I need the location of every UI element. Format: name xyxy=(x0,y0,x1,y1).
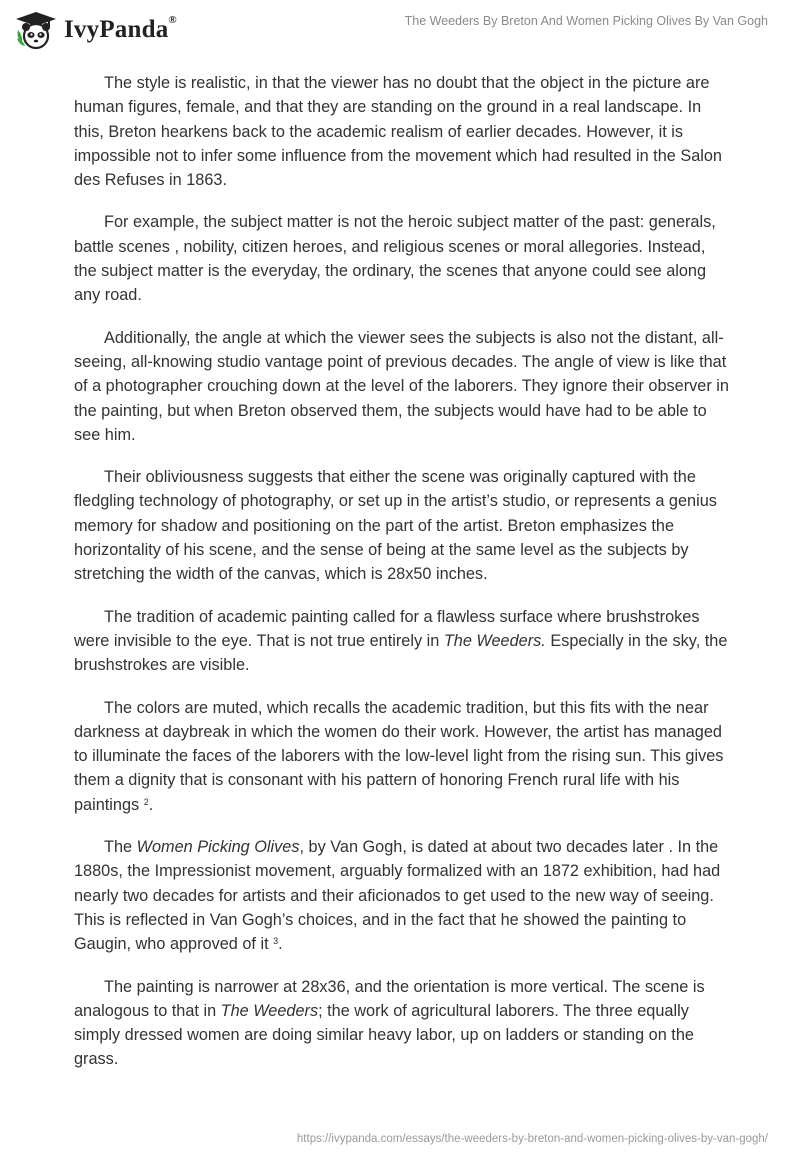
footnote-ref[interactable]: 2 xyxy=(143,796,149,807)
paragraph xyxy=(74,835,730,956)
paragraph xyxy=(74,975,730,1072)
italic-title: Women Picking Olives xyxy=(136,838,300,857)
paragraph xyxy=(74,605,730,678)
text-run: For example, the subject matter is not the heroic subject matter of the past: generals, battle scenes , nobility, citizen heroes, and religious scenes or moral allegories. Instead, the subject matter is the everyday, the ordinary, the scenes that anyone could see along any road. xyxy=(74,213,716,305)
text-run: The xyxy=(104,838,137,857)
text-run: The colors are muted, which recalls the academic tradition, but this fits with the near darkness at daybreak in which the women do their work. However, the artist has managed to illuminate the faces of the laborers with the low-level light from the rising sun. This gives them a dignity that is consonant with his pattern of honoring French rural life with his paintings xyxy=(74,698,724,814)
footnote-ref[interactable]: 3 xyxy=(273,936,279,947)
page-header xyxy=(0,0,800,60)
essay-body xyxy=(74,71,730,1090)
panda-graduate-icon xyxy=(14,10,58,50)
paragraph xyxy=(74,71,730,192)
italic-title: The Weeders xyxy=(220,1001,319,1020)
paragraph xyxy=(74,326,730,447)
document-title: The Weeders By Breton And Women Picking Olives By Van Gogh xyxy=(404,14,768,28)
ivypanda-logo[interactable] xyxy=(14,8,177,52)
text-run: . xyxy=(278,935,283,954)
paragraph xyxy=(74,210,730,307)
text-run: . xyxy=(148,795,154,814)
text-run: Their obliviousness suggests that either the scene was originally captured with the fledgling technology of photography, or set up in the artist’s studio, or represents a genius memory for shadow and positioning on the part of the artist. Breton emphasizes the horizontality of his scene, and the sense of being at the same level as the subjects by stretching the width of the canvas, which is 28x50 inches. xyxy=(74,468,717,584)
paragraph xyxy=(74,465,730,586)
text-run: ; the work of agricultural laborers. The three equally simply dressed women are doing similar heavy labor, up on ladders or standing on the grass. xyxy=(74,1001,694,1069)
paragraph xyxy=(74,696,730,817)
brand-name: IvyPanda® xyxy=(64,14,177,43)
text-run: The painting is narrower at 28x36, and the orientation is more vertical. The scene is analogous to that in xyxy=(74,977,705,1020)
italic-title: The Weeders. xyxy=(443,631,546,650)
text-run: The style is realistic, in that the viewer has no doubt that the object in the picture are human figures, female, and that they are standing on the ground in a real landscape. In this, Breton hearkens back to the academic realism of earlier decades. However, it is impossible not to infer some influence from the movement which had resulted in the Salon des Refuses in 1863. xyxy=(74,74,722,190)
source-url[interactable]: https://ivypanda.com/essays/the-weeders-by-breton-and-women-picking-olives-by-van-gogh/ xyxy=(296,1133,768,1145)
text-run: , by Van Gogh, is dated at about two decades later . In the 1880s, the Impressionist movement, arguably formalized with an 1872 exhibition, had had nearly two decades for artists and their aficionados to get used to the new way of seeing. This is reflected in Van Gogh’s choices, and in the fact that he showed the painting to Gaugin, who approved of it xyxy=(74,838,721,954)
text-run: Additionally, the angle at which the viewer sees the subjects is also not the distant, all-seeing, all-knowing studio vantage point of previous decades. The angle of view is like that of a photographer crouching down at the level of the laborers. They ignore their observer in the painting, but when Breton observed them, the subjects would have had to be able to see him. xyxy=(74,328,729,444)
text-run: Especially in the sky, the brushstrokes are visible. xyxy=(74,631,728,675)
text-run: The tradition of academic painting called for a flawless surface where brushstrokes were invisible to the eye. That is not true entirely in xyxy=(74,607,700,650)
